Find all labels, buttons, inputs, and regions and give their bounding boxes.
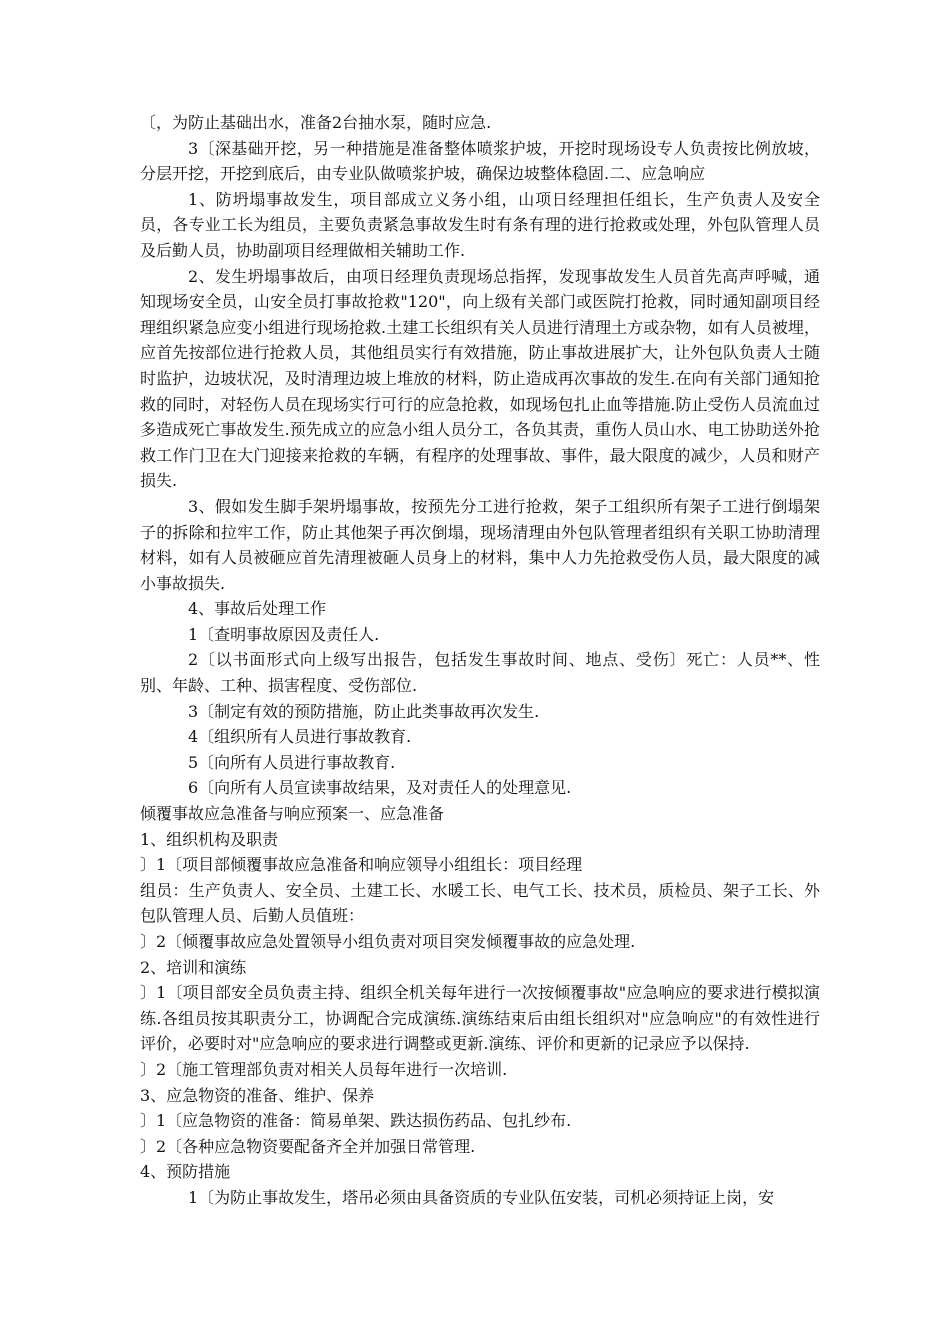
paragraph-8: 2〔以书面形式向上级写出报告，包括发生事故时间、地点、受伤〕死亡：人员**、性别、年龄、工种、损害程度、受伤部位. (140, 650, 820, 696)
section-heading-tipping-plan: 倾覆事故应急准备与响应预案一、应急准备 (140, 804, 445, 824)
paragraph-16: 组员：生产负责人、安全员、土建工长、水暖工长、电气工长、技术员，质检员、架子工长、外包队管理人员、后勤人员值班： (140, 880, 820, 926)
paragraph-10: 4〔组织所有人员进行事故教育. (188, 727, 412, 747)
subheading-supplies: 3、应急物资的准备、维护、保养 (140, 1085, 375, 1105)
subheading-training: 2、培训和演练 (140, 957, 247, 977)
paragraph-25: 1〔为防止事故发生，塔吊必须由具备资质的专业队伍安装，司机必须持证上岗，安 (188, 1187, 775, 1207)
document-page (140, 110, 820, 1211)
paragraph-15: 〕1〔项目部倾覆事故应急准备和响应领导小组组长：项目经理 (140, 855, 583, 875)
paragraph-6: 4、事故后处理工作 (188, 599, 327, 619)
paragraph-20: 〕2〔施工管理部负责对相关人员每年进行一次培训. (140, 1059, 508, 1079)
paragraph-2: 3〔深基础开挖，另一种措施是准备整体喷浆护坡，开挖时现场设专人负责按比例放坡，分层开挖，开挖到底后，由专业队做喷浆护坡，确保边坡整体稳固.二、应急响应 (140, 138, 820, 184)
subheading-organization: 1、组织机构及职责 (140, 829, 279, 849)
paragraph-4: 2、发生坍塌事故后，由项日经理负责现场总指挥，发现事故发生人员首先高声呼喊，通知现场安全员，山安全员打事故抢救"120"，向上级有关部门或医院打抢救，同时通知副项目经理组织紧急应变小组进行现场抢救.土建工长组织有关人员进行清理土方或杂物，如有人员被埋，应首先按部位进行抢救人员，其他组员实行有效措施，防止事故进展扩大，让外包队负责人士随时监护，边坡状况，及时清理边坡上堆放的材料，防止造成再次事故的发生.在向有关部门通知抢救的同时，对轻伤人员在现场实行可行的应急抢救，如现场包扎止血等措施.防止受伤人员流血过多造成死亡事故发生.预先成立的应急小组人员分工，各负其责，重伤人员山水、电工协助送外抢救工作门卫在大门迎接来抢救的车辆，有程序的处理事故、事件，最大限度的减少，人员和财产损失. (140, 266, 820, 491)
paragraph-22: 〕1〔应急物资的准备：简易单架、跌达损伤药品、包扎纱布. (140, 1111, 572, 1131)
paragraph-3: 1、防坍塌事故发生，项目部成立义务小组，山项日经理担任组长，生产负责人及安全员，各专业工长为组员，主要负责紧急事故发生时有条有理的进行抢救或处理，外包队管理人员及后勤人员，协助副项目经理做相关辅助工作. (140, 189, 820, 260)
paragraph-19: 〕1〔项目部安全员负责主持、组织全机关每年进行一次按倾覆事故"应急响应的要求进行模拟演练.各组员按其职责分工，协调配合完成演练.演练结束后由组长组织对"应急响应"的有效性进行评价，必要时对"应急响应的要求进行调整或更新.演练、评价和更新的记录应予以保持. (140, 983, 820, 1054)
paragraph-12: 6〔向所有人员宣读事故结果，及对责任人的处理意见. (188, 778, 572, 798)
subheading-prevention: 4、预防措施 (140, 1162, 231, 1182)
paragraph-23: 〕2〔各种应急物资要配备齐全并加强日常管理. (140, 1136, 476, 1156)
paragraph-1: 〔，为防止基础出水，准备2台抽水泵，随时应急. (140, 113, 492, 132)
paragraph-17: 〕2〔倾覆事故应急处置领导小组负责对项目突发倾覆事故的应急处理. (140, 932, 636, 951)
paragraph-7: 1〔查明事故原因及责任人. (188, 624, 380, 644)
paragraph-9: 3〔制定有效的预防措施，防止此类事故再次发生. (188, 701, 540, 721)
paragraph-5: 3、假如发生脚手架坍塌事故，按预先分工进行抢救，架子工组织所有架子工进行倒塌架子的拆除和拉牢工作，防止其他架子再次倒塌，现场清理由外包队管理者组织有关职工协助清理材料，如有人员被砸应首先清理被砸人员身上的材料，集中人力先抢救受伤人员，最大限度的减小事故损失. (140, 496, 820, 593)
paragraph-11: 5〔向所有人员进行事故教育. (188, 752, 396, 772)
